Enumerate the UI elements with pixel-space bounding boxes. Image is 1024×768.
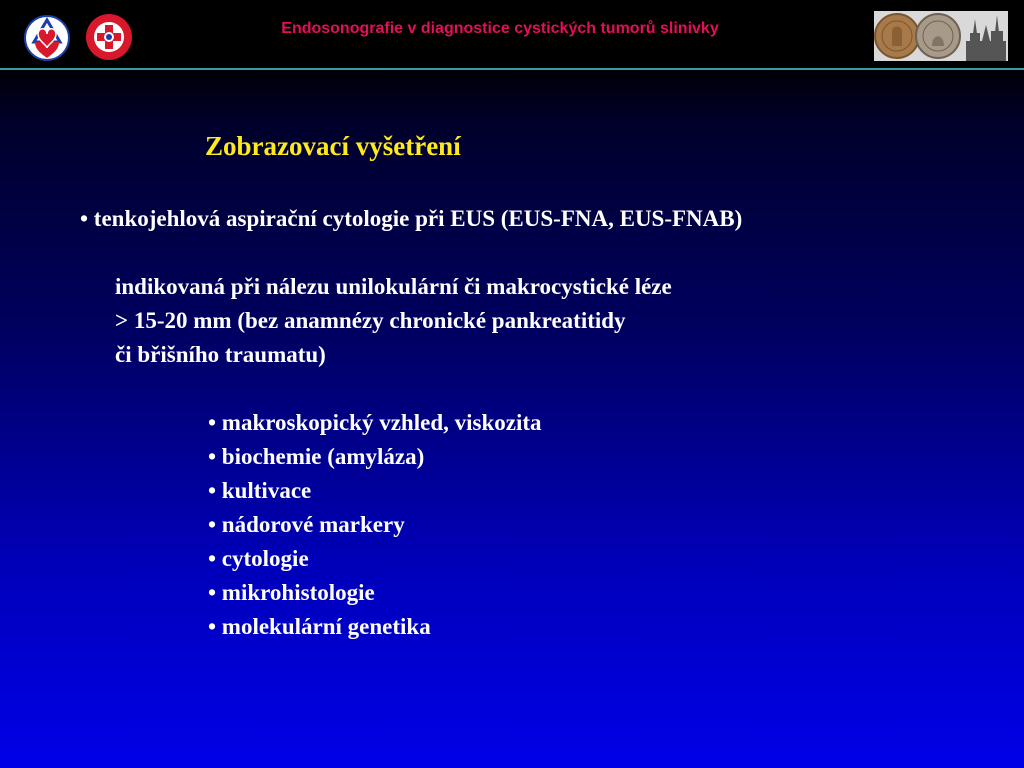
- sub-bullet: • makroskopický vzhled, viskozita: [208, 410, 542, 435]
- sub-bullet: • biochemie (amyláza): [208, 444, 425, 469]
- seals-image: [874, 11, 1008, 61]
- presentation-title: Endosonografie v diagnostice cystických tumorů slinivky: [281, 20, 719, 37]
- sub-bullet: • mikrohistologie: [208, 580, 375, 605]
- sub-bullet: • cytologie: [208, 546, 309, 571]
- medical-faculty-logo: [20, 12, 74, 62]
- header-divider: [0, 68, 1024, 70]
- indication-line: > 15-20 mm (bez anamnézy chronické pankreatitidy: [115, 308, 626, 333]
- sub-bullet: • nádorové markery: [208, 512, 405, 537]
- sub-bullet: • kultivace: [208, 478, 312, 503]
- sub-bullet: • molekulární genetika: [208, 614, 431, 639]
- hospital-emblem-logo: [84, 12, 134, 62]
- main-bullet: • tenkojehlová aspirační cytologie při EUS (EUS-FNA, EUS-FNAB): [80, 206, 743, 231]
- slide-title: Zobrazovací vyšetření: [205, 131, 461, 161]
- indication-line: či břišního traumatu): [115, 342, 326, 367]
- indication-line: indikovaná při nálezu unilokulární či makrocystické léze: [115, 274, 672, 299]
